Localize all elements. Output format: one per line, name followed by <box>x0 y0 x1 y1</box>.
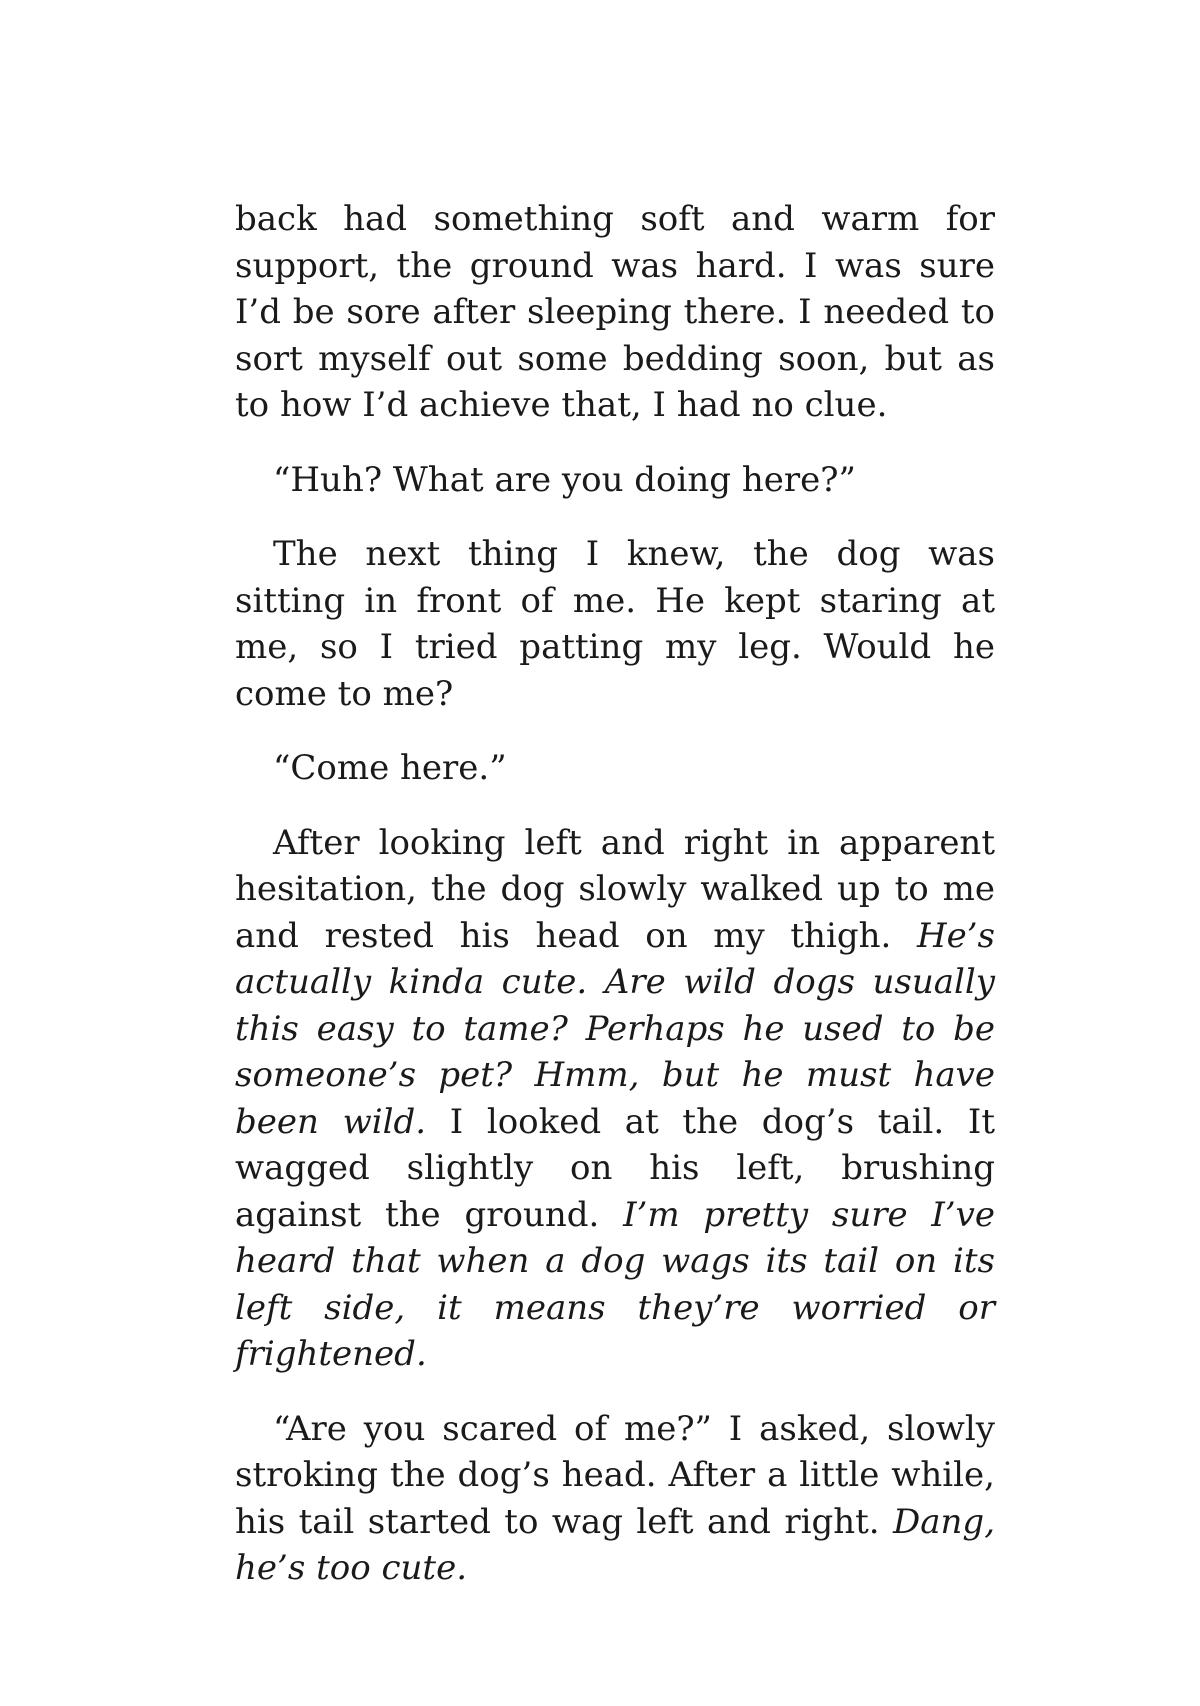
inner-thought: Dang, he’s too cute. <box>235 1501 995 1588</box>
paragraph-text: “Are you scared of me?” I asked, slowly stroking the dog’s head. After a little while, his tail started to wag left and right. <box>235 1408 995 1542</box>
paragraph-dialogue-come-here <box>235 745 995 792</box>
inner-thought: He’s actually kinda cute. Are wild dogs usually this easy to tame? Perhaps he used to be someone’s pet? Hmm, but he must have been wild. <box>235 915 995 1142</box>
inner-thought: I’m pretty sure I’ve heard that when a dog wags its tail on its left side, it means they’re worried or frightened. <box>235 1194 995 1374</box>
paragraph-sore-ground <box>235 196 995 429</box>
paragraph-dog-approaches <box>235 820 995 1378</box>
body-text <box>235 196 995 1592</box>
paragraph-scared-of-me <box>235 1406 995 1592</box>
paragraph-text: After looking left and right in apparent hesitation, the dog slowly walked up to me and rested his head on my thigh. <box>235 822 995 956</box>
dialogue-text: “Come here.” <box>273 748 507 788</box>
dialogue-text: “Huh? What are you doing here?” <box>273 459 856 500</box>
paragraph-dog-sitting <box>235 531 995 717</box>
paragraph-text: The next thing I knew, the dog was sitting in front of me. He kept staring at me, so I tried patting my leg. Would he come to me? <box>235 534 995 714</box>
paragraph-dialogue-huh <box>235 457 995 504</box>
paragraph-text: I looked at the dog’s tail. It wagged slightly on his left, brushing against the ground. <box>235 1101 995 1235</box>
paragraph-text: back had something soft and warm for support, the ground was hard. I was sure I’d be sore after sleeping there. I needed to sort myself out some bedding soon, but as to how I’d achieve that, I had no clue. <box>235 199 995 425</box>
